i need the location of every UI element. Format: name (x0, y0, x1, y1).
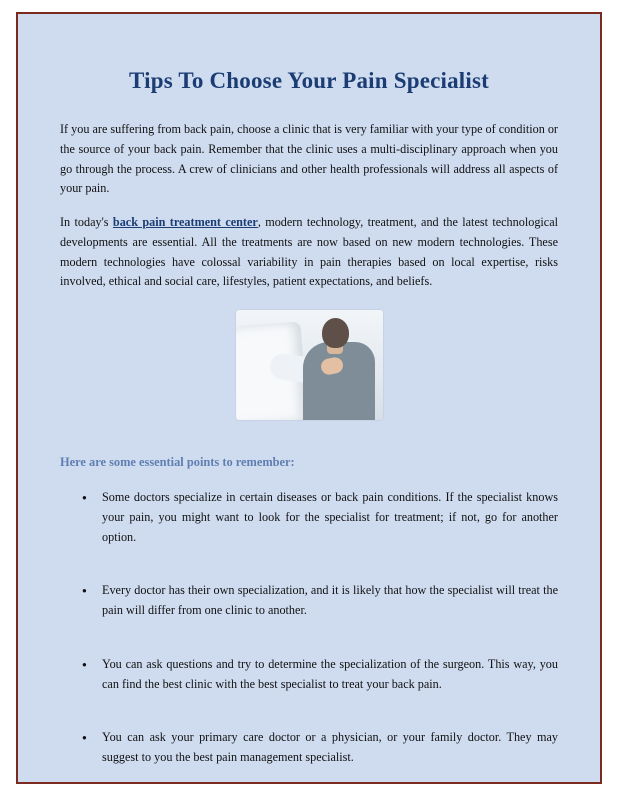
intro-paragraph: If you are suffering from back pain, choose a clinic that is very familiar with your type of condition or the source of your back pain. Remember that the clinic uses a multi-disciplinary approach when you go through the process. A crew of clinicians and other health professionals will address all aspects of your pain. (60, 122, 558, 196)
article-image-container (60, 310, 558, 425)
technology-paragraph (60, 213, 558, 292)
document-content (40, 32, 578, 765)
patient-head-shape (322, 318, 349, 348)
back-pain-photo (236, 310, 383, 420)
section-subheading: Here are some essential points to remember: (60, 455, 295, 470)
list-item: ● You can ask questions and try to determine the specialization of the surgeon. This way, you can find the best clinic with the best specialist to treat your back pain. (88, 655, 558, 695)
page-title: Tips To Choose Your Pain Specialist (129, 68, 489, 93)
paragraph-text-before: In today's (60, 215, 113, 230)
list-item: ● Some doctors specialize in certain diseases or back pain conditions. If the specialist knows your pain, you might want to look for the specialist for treatment; if not, go for another option. (88, 488, 558, 547)
list-item: ● You can ask your primary care doctor or a physician, or your family doctor. They may suggest to you the best pain management specialist. (88, 728, 558, 768)
back-pain-treatment-center-link[interactable]: back pain treatment center (112, 215, 258, 230)
paragraph-text-after: , modern technology, treatment, and the latest technological developments are essential. All the treatments are now based on new modern technologies. These modern technologies have colossal variability in pain therapies based on local expertise, risks involved, ethical and social care, lifestyles, patient expectations, and beliefs. (60, 215, 559, 289)
essential-points-list (60, 488, 558, 768)
page-border (16, 12, 602, 784)
list-item: ● Every doctor has their own specialization, and it is likely that how the specialist will treat the pain will differ from one clinic to another. (88, 581, 558, 621)
